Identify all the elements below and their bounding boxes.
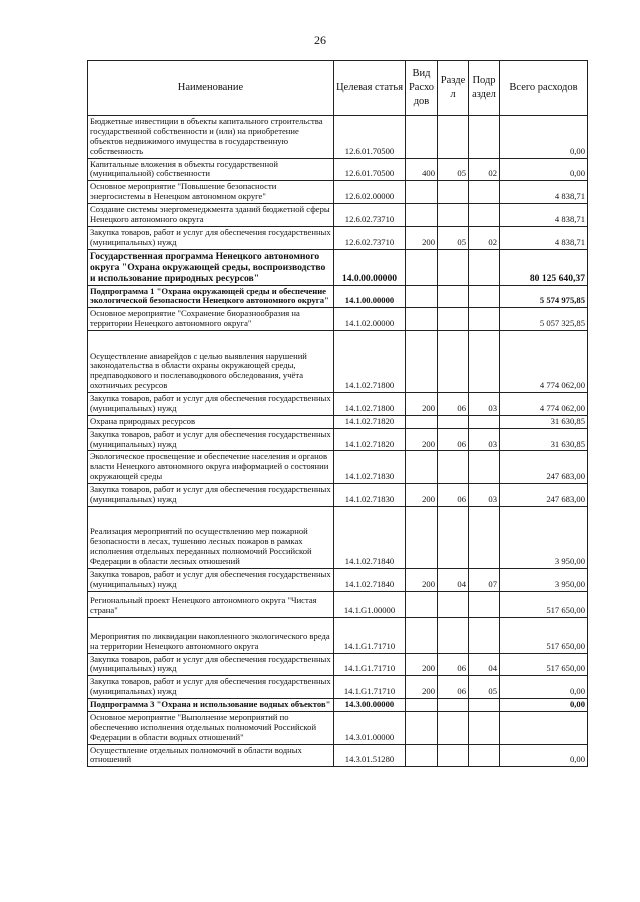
cell-total: 3 950,00	[500, 506, 588, 568]
cell-name: Закупка товаров, работ и услуг для обеспечения государственных (муниципальных) нужд	[88, 393, 334, 416]
table-row	[88, 249, 588, 285]
cell-total: 0,00	[500, 699, 588, 712]
cell-podrazdel: 03	[469, 393, 500, 416]
cell-podrazdel: 03	[469, 428, 500, 451]
cell-podrazdel	[469, 285, 500, 308]
cell-razdel	[438, 506, 469, 568]
cell-total: 0,00	[500, 676, 588, 699]
cell-podrazdel	[469, 415, 500, 428]
cell-podrazdel	[469, 506, 500, 568]
cell-razdel: 04	[438, 568, 469, 591]
cell-podrazdel: 02	[469, 226, 500, 249]
cell-total: 517 650,00	[500, 617, 588, 653]
cell-code: 12.6.01.70500	[334, 158, 406, 181]
budget-table	[87, 60, 588, 767]
cell-razdel	[438, 181, 469, 204]
header-podrazdel: Подр аздел	[469, 61, 500, 116]
table-row	[88, 744, 588, 767]
cell-razdel	[438, 249, 469, 285]
cell-podrazdel	[469, 204, 500, 227]
cell-razdel	[438, 116, 469, 159]
table-row	[88, 331, 588, 393]
cell-total: 5 057 325,85	[500, 308, 588, 331]
cell-code: 14.1.G1.00000	[334, 591, 406, 617]
cell-podrazdel	[469, 451, 500, 484]
cell-razdel	[438, 451, 469, 484]
cell-vid: 400	[406, 158, 438, 181]
cell-code: 14.1.G1.71710	[334, 617, 406, 653]
cell-razdel: 06	[438, 393, 469, 416]
cell-podrazdel	[469, 744, 500, 767]
table-row	[88, 711, 588, 744]
cell-podrazdel: 04	[469, 653, 500, 676]
cell-code: 14.1.02.71800	[334, 331, 406, 393]
cell-code: 14.1.02.71830	[334, 451, 406, 484]
cell-vid	[406, 506, 438, 568]
cell-code: 12.6.02.00000	[334, 181, 406, 204]
cell-vid	[406, 249, 438, 285]
cell-vid: 200	[406, 676, 438, 699]
header-vid: Вид Расхо дов	[406, 61, 438, 116]
cell-code: 12.6.02.73710	[334, 204, 406, 227]
cell-code: 14.3.01.00000	[334, 711, 406, 744]
table-row	[88, 204, 588, 227]
cell-razdel	[438, 591, 469, 617]
cell-vid	[406, 711, 438, 744]
cell-total: 4 838,71	[500, 226, 588, 249]
cell-vid	[406, 591, 438, 617]
table-row	[88, 116, 588, 159]
cell-code: 14.3.00.00000	[334, 699, 406, 712]
cell-vid: 200	[406, 428, 438, 451]
cell-code: 14.1.00.00000	[334, 285, 406, 308]
cell-razdel	[438, 711, 469, 744]
cell-code: 14.3.01.51280	[334, 744, 406, 767]
cell-name: Экологическое просвещение и обеспечение населения и органов власти Ненецкого автономного округа информацией о состоянии окружающей среды	[88, 451, 334, 484]
cell-name: Закупка товаров, работ и услуг для обеспечения государственных (муниципальных) нужд	[88, 484, 334, 507]
cell-razdel: 06	[438, 428, 469, 451]
cell-total: 4 838,71	[500, 181, 588, 204]
cell-total: 31 630,85	[500, 415, 588, 428]
cell-razdel	[438, 285, 469, 308]
table-row	[88, 484, 588, 507]
cell-total: 517 650,00	[500, 591, 588, 617]
table-row	[88, 308, 588, 331]
cell-podrazdel	[469, 711, 500, 744]
cell-code: 14.1.02.71830	[334, 484, 406, 507]
cell-vid: 200	[406, 653, 438, 676]
cell-name: Основное мероприятие "Выполнение мероприятий по обеспечению исполнения отдельных полномочий Российской Федерации в области водных отношений"	[88, 711, 334, 744]
cell-total: 4 838,71	[500, 204, 588, 227]
cell-total: 3 950,00	[500, 568, 588, 591]
cell-name: Осуществление отдельных полномочий в области водных отношений	[88, 744, 334, 767]
cell-name: Мероприятия по ликвидации накопленного экологического вреда на территории Ненецкого автономного округа	[88, 617, 334, 653]
cell-name: Государственная программа Ненецкого автономного округа "Охрана окружающей среды, воспроизводство и использование природных ресурсов"	[88, 249, 334, 285]
cell-code: 14.1.02.71840	[334, 568, 406, 591]
cell-total: 0,00	[500, 116, 588, 159]
cell-name: Охрана природных ресурсов	[88, 415, 334, 428]
cell-podrazdel	[469, 617, 500, 653]
cell-code: 14.1.02.00000	[334, 308, 406, 331]
cell-podrazdel: 05	[469, 676, 500, 699]
cell-razdel	[438, 308, 469, 331]
cell-podrazdel	[469, 249, 500, 285]
cell-vid	[406, 451, 438, 484]
cell-total: 80 125 640,37	[500, 249, 588, 285]
cell-name: Закупка товаров, работ и услуг для обеспечения государственных (муниципальных) нужд	[88, 653, 334, 676]
table-row	[88, 653, 588, 676]
cell-podrazdel	[469, 308, 500, 331]
cell-name: Основное мероприятие "Повышение безопасности энергосистемы в Ненецком автономном округе"	[88, 181, 334, 204]
cell-name: Закупка товаров, работ и услуг для обеспечения государственных (муниципальных) нужд	[88, 568, 334, 591]
cell-total: 5 574 975,85	[500, 285, 588, 308]
cell-vid	[406, 204, 438, 227]
table-row	[88, 699, 588, 712]
cell-vid	[406, 415, 438, 428]
cell-total: 4 774 062,00	[500, 393, 588, 416]
cell-code: 14.1.G1.71710	[334, 676, 406, 699]
cell-podrazdel	[469, 331, 500, 393]
table-row	[88, 617, 588, 653]
cell-razdel	[438, 204, 469, 227]
table-row	[88, 158, 588, 181]
header-razdel: Разде л	[438, 61, 469, 116]
header-total: Всего расходов	[500, 61, 588, 116]
cell-vid	[406, 331, 438, 393]
page-number: 26	[314, 33, 326, 47]
cell-name: Региональный проект Ненецкого автономного округа "Чистая страна"	[88, 591, 334, 617]
cell-name: Реализация мероприятий по осуществлению мер пожарной безопасности в лесах, тушению лесных пожаров в рамках исполнения отдельных переданных полномочий Российской Федерации в области лесных отношений	[88, 506, 334, 568]
table-header-row	[88, 61, 588, 116]
cell-podrazdel: 03	[469, 484, 500, 507]
cell-code: 14.1.02.71800	[334, 393, 406, 416]
table-row	[88, 226, 588, 249]
cell-name: Бюджетные инвестиции в объекты капитального строительства государственной собственности и (или) на приобретение объектов недвижимого имущества в государственную собственность	[88, 116, 334, 159]
cell-name: Закупка товаров, работ и услуг для обеспечения государственных (муниципальных) нужд	[88, 226, 334, 249]
cell-code: 14.1.02.71820	[334, 428, 406, 451]
cell-vid: 200	[406, 568, 438, 591]
table-row	[88, 181, 588, 204]
cell-vid	[406, 617, 438, 653]
cell-podrazdel: 02	[469, 158, 500, 181]
header-code: Целевая статья	[334, 61, 406, 116]
table-row	[88, 393, 588, 416]
table-row	[88, 428, 588, 451]
cell-razdel: 06	[438, 653, 469, 676]
header-name: Наименование	[88, 61, 334, 116]
cell-vid: 200	[406, 484, 438, 507]
cell-podrazdel	[469, 116, 500, 159]
cell-code: 12.6.02.73710	[334, 226, 406, 249]
cell-total: 0,00	[500, 158, 588, 181]
cell-total	[500, 711, 588, 744]
table-row	[88, 285, 588, 308]
cell-podrazdel	[469, 591, 500, 617]
cell-total: 0,00	[500, 744, 588, 767]
cell-name: Подпрограмма 3 "Охрана и использование водных объектов"	[88, 699, 334, 712]
table-row	[88, 568, 588, 591]
cell-vid	[406, 744, 438, 767]
table-row	[88, 415, 588, 428]
cell-razdel: 05	[438, 158, 469, 181]
cell-name: Закупка товаров, работ и услуг для обеспечения государственных (муниципальных) нужд	[88, 676, 334, 699]
cell-vid	[406, 285, 438, 308]
cell-podrazdel	[469, 181, 500, 204]
cell-code: 14.1.G1.71710	[334, 653, 406, 676]
table-row	[88, 451, 588, 484]
cell-code: 12.6.01.70500	[334, 116, 406, 159]
cell-total: 4 774 062,00	[500, 331, 588, 393]
cell-total: 31 630,85	[500, 428, 588, 451]
cell-total: 517 650,00	[500, 653, 588, 676]
cell-name: Закупка товаров, работ и услуг для обеспечения государственных (муниципальных) нужд	[88, 428, 334, 451]
table-body	[88, 116, 588, 767]
cell-code: 14.1.02.71840	[334, 506, 406, 568]
cell-total: 247 683,00	[500, 451, 588, 484]
cell-razdel	[438, 331, 469, 393]
cell-razdel	[438, 415, 469, 428]
cell-vid	[406, 116, 438, 159]
cell-code: 14.1.02.71820	[334, 415, 406, 428]
cell-vid: 200	[406, 393, 438, 416]
cell-name: Подпрограмма 1 "Охрана окружающей среды и обеспечение экологической безопасности Ненецкого автономного округа"	[88, 285, 334, 308]
cell-vid	[406, 308, 438, 331]
cell-razdel: 06	[438, 484, 469, 507]
cell-podrazdel	[469, 699, 500, 712]
cell-vid: 200	[406, 226, 438, 249]
cell-podrazdel: 07	[469, 568, 500, 591]
table-row	[88, 591, 588, 617]
cell-name: Основное мероприятие "Сохранение биоразнообразия на территории Ненецкого автономного округа"	[88, 308, 334, 331]
cell-name: Создание системы энергоменеджмента зданий бюджетной сферы Ненецкого автономного округа	[88, 204, 334, 227]
cell-name: Капитальные вложения в объекты государственной (муниципальной) собственности	[88, 158, 334, 181]
cell-total: 247 683,00	[500, 484, 588, 507]
cell-vid	[406, 181, 438, 204]
table-row	[88, 506, 588, 568]
cell-razdel	[438, 699, 469, 712]
cell-razdel	[438, 617, 469, 653]
cell-razdel: 05	[438, 226, 469, 249]
cell-razdel	[438, 744, 469, 767]
cell-name: Осуществление авиарейдов с целью выявления нарушений законодательства в области охраны окружающей среды, предпаводкового и послепаводкового обследования, учёта охотничьих ресурсов	[88, 331, 334, 393]
table-row	[88, 676, 588, 699]
cell-razdel: 06	[438, 676, 469, 699]
cell-code: 14.0.00.00000	[334, 249, 406, 285]
cell-vid	[406, 699, 438, 712]
